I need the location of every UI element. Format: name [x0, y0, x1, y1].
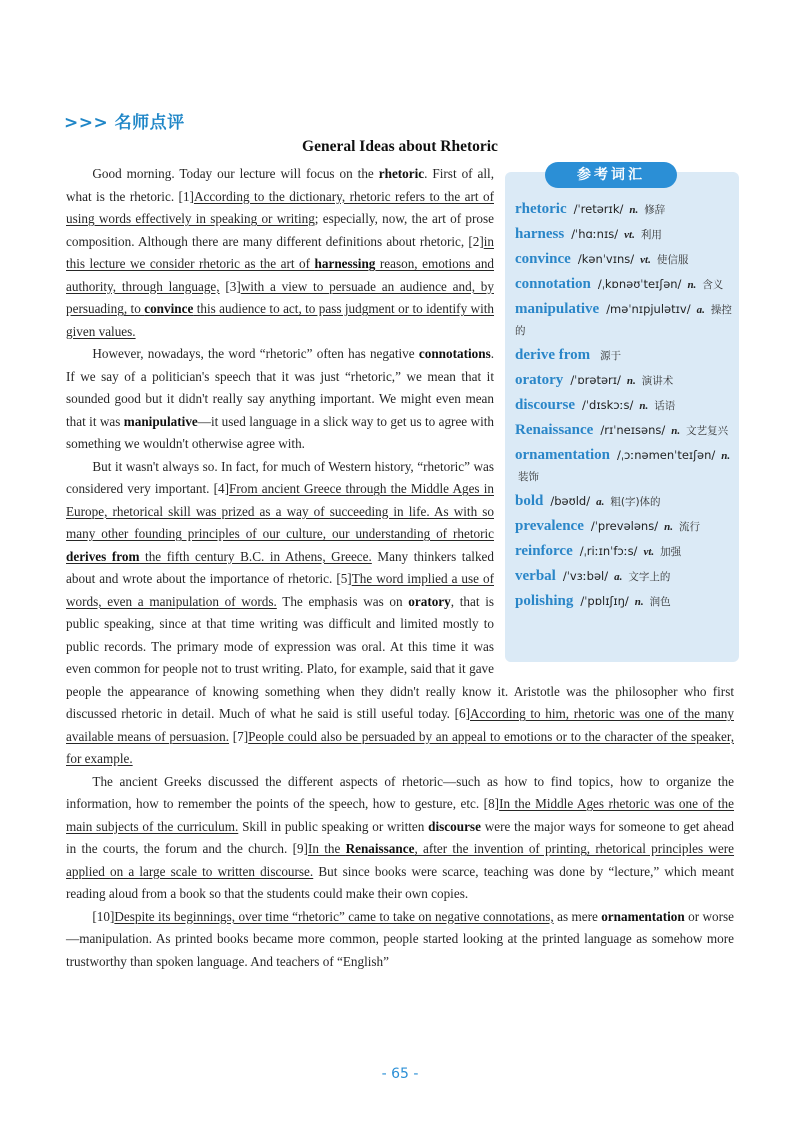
- vocab-word: harness: [515, 226, 565, 242]
- paragraph: [66, 906, 734, 974]
- vocab-pos: a.: [696, 304, 705, 316]
- vocab-meaning: 文艺复兴: [686, 425, 729, 437]
- underlined-sentence: convince: [144, 301, 194, 316]
- vocab-word: discourse: [515, 397, 575, 413]
- vocab-phonetic: /ˌriːɪnˈfɔːs/: [579, 544, 638, 558]
- underlined-sentence: harnessing: [314, 256, 376, 271]
- vocab-meaning: 利用: [640, 229, 662, 241]
- underlined-sentence: According to the dictionary, rhetoric refers to the art of using words effectively in speaking or writing: [66, 188, 494, 226]
- section-header: >>> 名师点评: [64, 113, 185, 133]
- underlined-sentence: the fifth century B.C. in Athens, Greece.: [139, 548, 372, 564]
- text-run: Skill in public speaking or written: [238, 818, 429, 834]
- text-run: as mere: [553, 908, 602, 924]
- text-run: [3]: [219, 278, 241, 294]
- vocab-word: prevalence: [515, 518, 584, 534]
- vocab-phonetic: /bəʊld/: [550, 494, 591, 508]
- underlined-sentence: reason, emotions and authority, through language,: [66, 256, 495, 294]
- vocab-pos: n.: [687, 279, 697, 291]
- vocab-meaning: 话语: [654, 400, 676, 412]
- vocab-pos: n.: [721, 450, 731, 462]
- underlined-sentence: with a view to persuade an audience and, by persuading, to: [66, 278, 494, 316]
- vocab-word: Renaissance: [515, 422, 594, 438]
- text-run: The ancient Greeks discussed the different aspects of rhetoric—such as how to find topics, how to organize the information, how to remember the points of the speech, how to gesture, etc. [8]: [66, 773, 734, 811]
- keyword: ornamentation: [601, 908, 685, 924]
- vocab-phonetic: /məˈnɪpjulətɪv/: [606, 302, 691, 316]
- vocab-phonetic: /ˌkɒnəʊˈteɪʃən/: [597, 277, 682, 291]
- text-run: . First of all, what is the rhetoric. [1]: [66, 166, 495, 204]
- vocab-phonetic: /ˈdɪskɔːs/: [582, 398, 634, 412]
- vocab-pos: n.: [639, 400, 649, 412]
- underlined-sentence: From ancient Greece through the Middle Ages in Europe, rhetorical skill was prized as a way of succeeding in life. As with so many other founding principles of our culture, our understanding of rhetoric: [66, 481, 494, 541]
- text-run: . If we say of a politician's speech that it was just “rhetoric,” we mean that it sounded good but it didn't really say anything important. We might even mean that it was: [66, 346, 494, 429]
- article-title: General Ideas about Rhetoric: [302, 138, 498, 155]
- vocab-meaning: 使信服: [656, 254, 689, 266]
- text-run: [7]: [229, 728, 249, 744]
- vocab-pos: n.: [626, 375, 636, 387]
- vocab-word: convince: [515, 251, 571, 267]
- vocab-pos: n.: [671, 425, 681, 437]
- vocab-word: derive from: [515, 347, 591, 363]
- text-run: were the major ways for someone to get ahead in the courts, the forum and the church. [9]: [66, 818, 735, 856]
- vocab-pos: a.: [596, 496, 605, 508]
- vocab-wrap-spacer: [506, 163, 734, 663]
- vocab-phonetic: /ˈhɑːnɪs/: [571, 227, 619, 241]
- vocab-pos: vt.: [624, 229, 635, 241]
- article-body: [66, 163, 734, 973]
- text-run: But it wasn't always so. In fact, for much of Western history, “rhetoric” was considered very important. [4]: [66, 458, 494, 496]
- text-run: —it used language in a slick way to get us to agree with something we wouldn't otherwise agree with.: [66, 413, 494, 451]
- vocab-panel-title: 参考词汇: [545, 162, 677, 188]
- text-run: Many thinkers talked about and wrote about the importance of rhetoric. [5]: [66, 548, 494, 586]
- keyword: connotations: [418, 346, 491, 361]
- vocab-meaning: 润色: [649, 596, 671, 608]
- vocab-phonetic: /ˈpɒlɪʃɪŋ/: [580, 594, 629, 608]
- vocab-word: bold: [515, 493, 544, 509]
- vocab-pos: n.: [634, 596, 644, 608]
- underlined-sentence: , after the invention of printing, rhetorical principles were applied on a large scale to written discourse.: [66, 841, 735, 879]
- vocab-word: oratory: [515, 372, 564, 388]
- vocab-meaning: 装饰: [518, 471, 539, 483]
- vocab-pos: vt.: [643, 546, 655, 558]
- underlined-sentence: In the: [307, 841, 346, 856]
- vocab-phonetic: /rɪˈneɪsəns/: [600, 423, 666, 437]
- text-run: [10]: [92, 908, 115, 924]
- page-number: - 65 -: [381, 1066, 419, 1082]
- underlined-sentence: Despite its beginnings, over time “rhetoric” came to take on negative connotations,: [114, 908, 554, 924]
- vocab-word: verbal: [515, 568, 556, 584]
- vocab-meaning: 含义: [702, 279, 724, 291]
- underlined-sentence: According to him, rhetoric was one of the many available means of persuasion.: [66, 706, 734, 744]
- vocab-meaning: 演讲术: [641, 375, 674, 387]
- underlined-sentence: The word implied a use of words, even a manipulation of words.: [66, 571, 494, 609]
- underlined-sentence: People could also be persuaded by an appeal to emotions or to the character of the speaker, for example.: [66, 728, 734, 766]
- vocab-phonetic: /kənˈvɪns/: [577, 252, 635, 266]
- vocab-pos: n.: [664, 521, 673, 533]
- vocab-phonetic: /ˈvɜːbəl/: [562, 569, 609, 583]
- underlined-sentence: In the Middle Ages rhetoric was one of the main subjects of the curriculum.: [66, 796, 735, 834]
- vocab-pos: n.: [629, 204, 639, 216]
- vocab-meaning: 文字上的: [628, 571, 671, 583]
- vocab-word: rhetoric: [515, 201, 567, 217]
- text-run: Good morning. Today our lecture will focus on the: [92, 166, 379, 181]
- underlined-sentence: this audience to act, to pass judgment or to identify with given values.: [66, 301, 495, 339]
- underlined-sentence: Renaissance: [345, 841, 415, 856]
- text-run: ; especially, now, the art of prose composition. Although there are many different definitions about rhetoric, [2]: [66, 211, 494, 249]
- keyword: discourse: [428, 818, 481, 834]
- vocab-word: polishing: [515, 593, 574, 609]
- vocab-meaning: 加强: [660, 546, 682, 558]
- vocab-word: manipulative: [515, 301, 600, 317]
- vocab-pos: vt.: [640, 254, 651, 266]
- text-run: , that is public speaking, since at that time writing was difficult and limited mostly to public records. The primary mode of expression was oral. At this time it was even common for people not to trust writing. Plato, for example, said that it gave people the appearance of knowing something when they didn't really know it. Aristotle was the philosopher who first discussed rhetoric in detail. Much of what he said is still useful today. [6]: [66, 593, 734, 721]
- text-run: But since books were scarce, teaching was done by “lecture,” which meant reading aloud from a book so that the students could make their own copies.: [66, 863, 735, 901]
- vocab-meaning: 源于: [600, 350, 622, 362]
- vocab-word: ornamentation: [515, 447, 610, 463]
- vocab-word: connotation: [515, 276, 591, 292]
- vocab-meaning: 操控的: [515, 304, 732, 337]
- vocab-meaning: 粗(字)体的: [610, 496, 661, 508]
- keyword: rhetoric: [378, 166, 425, 181]
- underlined-sentence: derives from: [66, 548, 140, 564]
- text-run: or worse—manipulation. As printed books became more common, people started looking at the printed language as somehow more trustworthy than spoken language. And teachers of “English”: [66, 908, 734, 969]
- vocab-phonetic: /ˈretərɪk/: [573, 202, 624, 216]
- vocab-word: reinforce: [515, 543, 573, 559]
- keyword: manipulative: [123, 413, 198, 429]
- vocab-phonetic: /ˈprevələns/: [590, 519, 659, 533]
- vocab-meaning: 流行: [678, 521, 700, 533]
- vocab-phonetic: /ˌɔːnəmenˈteɪʃən/: [617, 448, 716, 462]
- paragraph: [66, 771, 734, 906]
- vocab-phonetic: /ˈɒrətərɪ/: [570, 373, 621, 387]
- underlined-sentence: in this lecture we consider rhetoric as the art of: [66, 233, 494, 271]
- keyword: oratory: [408, 593, 451, 609]
- text-run: However, nowadays, the word “rhetoric” often has negative: [92, 346, 419, 361]
- vocab-pos: a.: [614, 571, 623, 583]
- vocab-meaning: 修辞: [644, 204, 666, 216]
- text-run: The emphasis was on: [276, 593, 409, 609]
